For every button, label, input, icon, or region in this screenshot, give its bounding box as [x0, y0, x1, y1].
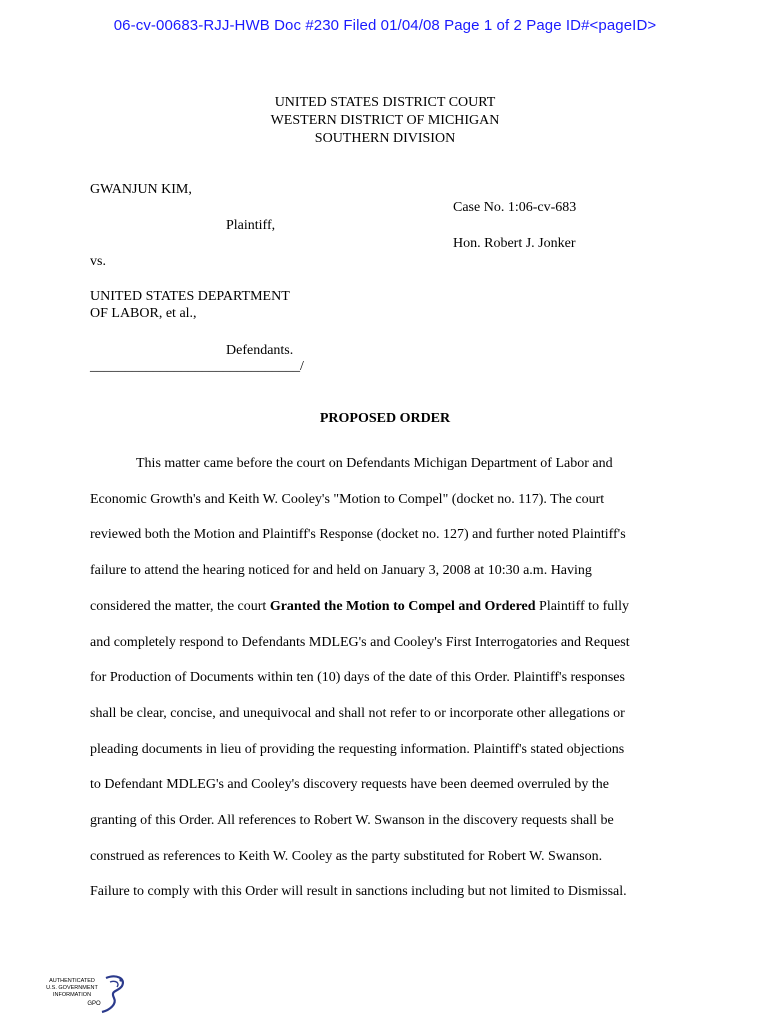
body-line: shall be clear, concise, and unequivocal and shall not refer to or incorporate other allegations or: [90, 705, 625, 721]
seal-line-1: AUTHENTICATED: [49, 978, 95, 984]
body-bold-ruling: Granted the Motion to Compel and Ordered: [269, 598, 536, 614]
body-line: for Production of Documents within ten (10) days of the date of this Order. Plaintiff's responses: [90, 670, 625, 686]
filing-stamp: 06-cv-00683-RJJ-HWB Doc #230 Filed 01/04/08 Page 1 of 2 Page ID#<pageID>: [113, 17, 657, 34]
case-number: Case No. 1:06-cv-683: [453, 200, 577, 215]
court-name: UNITED STATES DISTRICT COURT: [274, 95, 496, 110]
seal-line-3: INFORMATION: [52, 992, 92, 998]
body-line: This matter came before the court on Defendants Michigan Department of Labor and: [136, 456, 613, 471]
versus: vs.: [90, 254, 106, 269]
defendant-name-line1: UNITED STATES DEPARTMENT: [90, 289, 290, 304]
body-line: [90, 589, 690, 625]
body-line: reviewed both the Motion and Plaintiff's Response (docket no. 127) and further noted Plaintiff's: [90, 527, 626, 543]
eagle-icon: [44, 972, 134, 1016]
defendant-role: Defendants.: [226, 343, 294, 358]
body-line: to Defendant MDLEG's and Cooley's discovery requests have been deemed overruled by the: [90, 777, 609, 793]
plaintiff-role: Plaintiff,: [226, 218, 276, 233]
seal-gpo: GPO: [87, 1001, 101, 1007]
body-line: failure to attend the hearing noticed for and held on January 3, 2008 at 10:30 a.m. Having: [90, 563, 592, 579]
body-line: pleading documents in lieu of providing the requesting information. Plaintiff's stated objections: [90, 741, 625, 757]
court-heading: [0, 94, 770, 148]
order-body: [90, 446, 690, 910]
body-line: Economic Growth's and Keith W. Cooley's "Motion to Compel" (docket no. 117). The court: [90, 491, 605, 507]
caption-rule: ______________________________/: [90, 359, 304, 374]
gpo-authentication-seal: [44, 972, 134, 1016]
defendant-name-line2: OF LABOR, et al.,: [90, 306, 197, 321]
judge-name: Hon. Robert J. Jonker: [453, 236, 576, 251]
plaintiff-name: GWANJUN KIM,: [90, 182, 192, 197]
seal-line-2: U.S. GOVERNMENT: [46, 985, 98, 991]
body-line: and completely respond to Defendants MDLEG's and Cooley's First Interrogatories and Request: [90, 634, 630, 650]
page-title: PROPOSED ORDER: [319, 411, 451, 426]
body-line: Failure to comply with this Order will result in sanctions including but not limited to Dismissal.: [90, 884, 627, 900]
body-text-run: Plaintiff to fully: [535, 598, 630, 614]
court-division: SOUTHERN DIVISION: [314, 131, 456, 146]
body-text-run: considered the matter, the court: [90, 598, 270, 614]
body-line: granting of this Order. All references to Robert W. Swanson in the discovery requests shall be: [90, 813, 614, 829]
body-line: construed as references to Keith W. Cooley as the party substituted for Robert W. Swanson.: [90, 848, 603, 864]
court-district: WESTERN DISTRICT OF MICHIGAN: [270, 113, 500, 128]
